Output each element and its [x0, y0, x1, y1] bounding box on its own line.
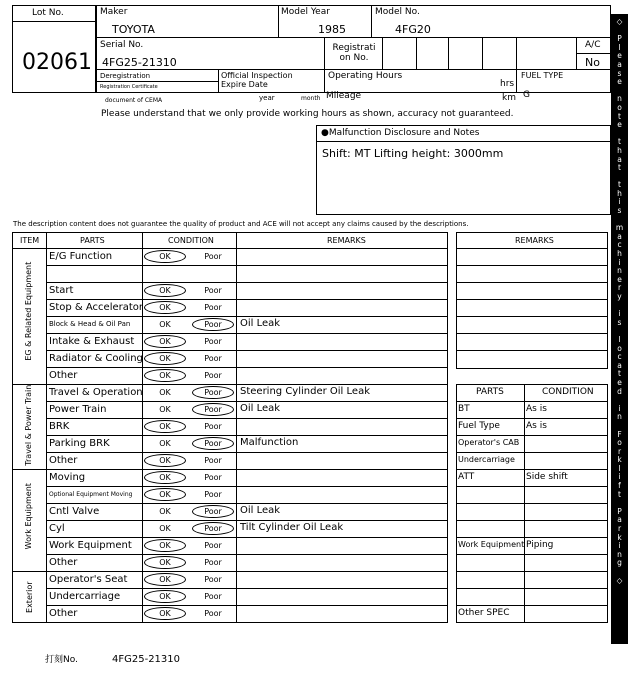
spec-row: [456, 588, 608, 605]
table-row: [46, 401, 448, 418]
part-name: Parking BRK: [49, 438, 110, 449]
spec-row: [456, 452, 608, 469]
table-row: [46, 435, 448, 452]
part-name: Work Equipment: [49, 540, 132, 551]
poor-option: Poor: [204, 456, 222, 465]
remark-text: Oil Leak: [240, 505, 281, 516]
table-row: [46, 486, 448, 503]
fuel-type-label: FUEL TYPE: [521, 71, 564, 80]
table-row: [46, 605, 448, 622]
part-name: BRK: [49, 421, 70, 432]
disclaimer-text: The description content does not guarantee the quality of product and ACE will not accept any claims caused by the descriptions.: [13, 220, 469, 228]
ok-circled: OK: [144, 301, 186, 314]
right-remarks-header: REMARKS: [515, 236, 554, 245]
registration-certificate-label: Registration Certificate: [100, 84, 158, 90]
official-inspection-label: Official Inspection Expire Date: [221, 71, 293, 89]
spec-row: [456, 537, 608, 554]
maker-value: TOYOTA: [112, 23, 155, 36]
poor-option: Poor: [204, 609, 222, 618]
month-label: month: [301, 95, 321, 102]
poor-option: Poor: [204, 558, 222, 567]
spec-part: Fuel Type: [458, 421, 500, 431]
fuel-type-value: G: [523, 90, 530, 100]
table-row: [46, 316, 448, 333]
group-label-travel: Travel & Power Train: [23, 384, 33, 466]
poor-option: Poor: [204, 473, 222, 482]
remark-text: Oil Leak: [240, 403, 281, 414]
part-name: Travel & Operation: [49, 387, 143, 398]
ok-option: OK: [159, 524, 171, 533]
model-no-value: 4FG20: [395, 23, 431, 36]
group-label-eg: EG & Related Equipment: [23, 261, 33, 361]
year-label: year: [259, 94, 275, 102]
spec-part: Undercarriage: [458, 455, 515, 464]
remark-text: Oil Leak: [240, 318, 281, 329]
spec-row: [456, 486, 608, 503]
part-name: Other: [49, 608, 78, 619]
ok-option: OK: [159, 439, 171, 448]
table-row: [46, 554, 448, 571]
maker-label: Maker: [100, 7, 128, 17]
part-name: Moving: [49, 472, 86, 483]
table-row: [46, 299, 448, 316]
malfunction-box: [316, 125, 611, 215]
mileage-label: Mileage: [326, 91, 362, 101]
stamp-label: 打刻No.: [45, 655, 78, 665]
part-name: Power Train: [49, 404, 107, 415]
group-label-exterior: Exterior: [24, 581, 34, 613]
right-parts-header: PARTS: [476, 387, 504, 397]
spec-part: Other SPEC: [458, 608, 510, 618]
model-year-label: Model Year: [281, 7, 330, 17]
poor-option: Poor: [204, 252, 222, 261]
spec-condition: Side shift: [526, 472, 568, 482]
lot-no: 02061: [22, 50, 92, 75]
part-name: Operator's Seat: [49, 574, 128, 585]
malfunction-text: Shift: MT Lifting height: 3000mm: [322, 147, 504, 160]
parts-header: PARTS: [80, 236, 105, 245]
spec-row: [456, 520, 608, 537]
part-name: Other: [49, 557, 78, 568]
table-row: [46, 333, 448, 350]
model-year-value: 1985: [318, 23, 346, 36]
ok-circled: OK: [144, 471, 186, 484]
part-name: Undercarriage: [49, 591, 121, 602]
table-row: [46, 452, 448, 469]
ok-circled: OK: [144, 335, 186, 348]
spec-row: [456, 418, 608, 435]
ac-value: No: [585, 56, 600, 69]
poor-option: Poor: [204, 490, 222, 499]
remark-text: Malfunction: [240, 437, 299, 448]
table-row: [46, 367, 448, 384]
ok-option: OK: [159, 388, 171, 397]
table-row: [46, 248, 448, 265]
notice-text: Please understand that we only provide working hours as shown, accuracy not guaranteed.: [101, 109, 514, 119]
table-row: [46, 588, 448, 605]
remarks-header: REMARKS: [327, 236, 366, 245]
ok-option: OK: [159, 405, 171, 414]
poor-circled: Poor: [192, 403, 234, 416]
lot-box: [12, 5, 96, 93]
registration-label: Registrati on No.: [332, 43, 376, 63]
poor-option: Poor: [204, 575, 222, 584]
ok-circled: OK: [144, 539, 186, 552]
ok-circled: OK: [144, 556, 186, 569]
sidebar-text: ◇ P l e a s e n o t e t h a t t h i s m a c h i n e r y i s l o c a t e d i n F o r k l i f t P a r k i n g ◇: [615, 17, 624, 585]
ok-circled: OK: [144, 284, 186, 297]
serial-no-value: 4FG25-21310: [102, 56, 177, 69]
document-cema-label: document of CEMA: [105, 97, 163, 104]
remark-text: Tilt Cylinder Oil Leak: [240, 522, 344, 533]
model-no-label: Model No.: [375, 7, 420, 17]
location-sidebar: [611, 14, 628, 644]
spec-condition: As is: [526, 421, 547, 431]
part-name: Radiator & Cooling: [49, 353, 143, 364]
condition-header: CONDITION: [168, 236, 214, 245]
spec-row: [456, 503, 608, 520]
ok-option: OK: [159, 507, 171, 516]
stamp-value: 4FG25-21310: [112, 654, 181, 665]
ok-circled: OK: [144, 590, 186, 603]
table-row: [46, 469, 448, 486]
table-row: [46, 350, 448, 367]
poor-circled: Poor: [192, 437, 234, 450]
part-name: Cntl Valve: [49, 506, 100, 517]
lot-no-label: Lot No.: [32, 8, 64, 18]
km-label: km: [502, 93, 516, 103]
remark-text: Steering Cylinder Oil Leak: [240, 386, 370, 397]
table-row: [46, 265, 448, 282]
serial-no-label: Serial No.: [100, 40, 144, 50]
spec-part: BT: [458, 404, 470, 414]
poor-option: Poor: [204, 303, 222, 312]
part-name: Cyl: [49, 523, 65, 534]
hrs-label: hrs: [500, 79, 515, 89]
spec-row: [456, 605, 608, 622]
poor-circled: Poor: [192, 386, 234, 399]
spec-part: Work Equipment: [458, 540, 525, 549]
deregistration-label: Deregistration: [100, 72, 151, 80]
poor-option: Poor: [204, 371, 222, 380]
ok-circled: OK: [144, 250, 186, 263]
operating-hours-label: Operating Hours: [328, 71, 403, 81]
ok-circled: OK: [144, 352, 186, 365]
part-name: Intake & Exhaust: [49, 336, 135, 347]
part-name: Other: [49, 370, 78, 381]
part-name: E/G Function: [49, 251, 113, 262]
table-row: [46, 282, 448, 299]
ok-circled: OK: [144, 454, 186, 467]
table-row: [46, 571, 448, 588]
ok-circled: OK: [144, 573, 186, 586]
right-remarks-table: [456, 232, 608, 369]
table-row: [46, 537, 448, 554]
part-name: Optional Equipment Moving: [49, 491, 133, 498]
table-row: [46, 520, 448, 537]
table-row: [46, 503, 448, 520]
table-row: [46, 418, 448, 435]
poor-option: Poor: [204, 337, 222, 346]
poor-circled: Poor: [192, 505, 234, 518]
poor-option: Poor: [204, 354, 222, 363]
malfunction-title: ●Malfunction Disclosure and Notes: [321, 128, 480, 138]
group-label-work: Work Equipment: [23, 483, 33, 550]
poor-option: Poor: [204, 541, 222, 550]
ok-circled: OK: [144, 420, 186, 433]
ok-circled: OK: [144, 607, 186, 620]
spec-row: [456, 469, 608, 486]
spec-part: ATT: [458, 472, 475, 482]
part-name: Block & Head & Oil Pan: [49, 320, 131, 328]
ok-circled: OK: [144, 369, 186, 382]
ok-option: OK: [159, 320, 171, 329]
spec-row: [456, 554, 608, 571]
part-name: Stop & Accelerator: [49, 302, 144, 313]
part-name: Start: [49, 285, 74, 296]
ok-circled: OK: [144, 488, 186, 501]
part-name: Other: [49, 455, 78, 466]
poor-option: Poor: [204, 422, 222, 431]
spec-part: Operator's CAB: [458, 438, 520, 447]
spec-row: [456, 401, 608, 418]
right-condition-header: CONDITION: [542, 387, 594, 397]
ac-label: A/C: [585, 40, 601, 50]
table-row: [46, 384, 448, 401]
spec-row: [456, 571, 608, 588]
spec-condition: As is: [526, 404, 547, 414]
poor-circled: Poor: [192, 522, 234, 535]
poor-option: Poor: [204, 286, 222, 295]
poor-circled: Poor: [192, 318, 234, 331]
item-header: ITEM: [20, 236, 40, 245]
spec-condition: Piping: [526, 540, 554, 550]
poor-option: Poor: [204, 592, 222, 601]
spec-row: [456, 435, 608, 452]
